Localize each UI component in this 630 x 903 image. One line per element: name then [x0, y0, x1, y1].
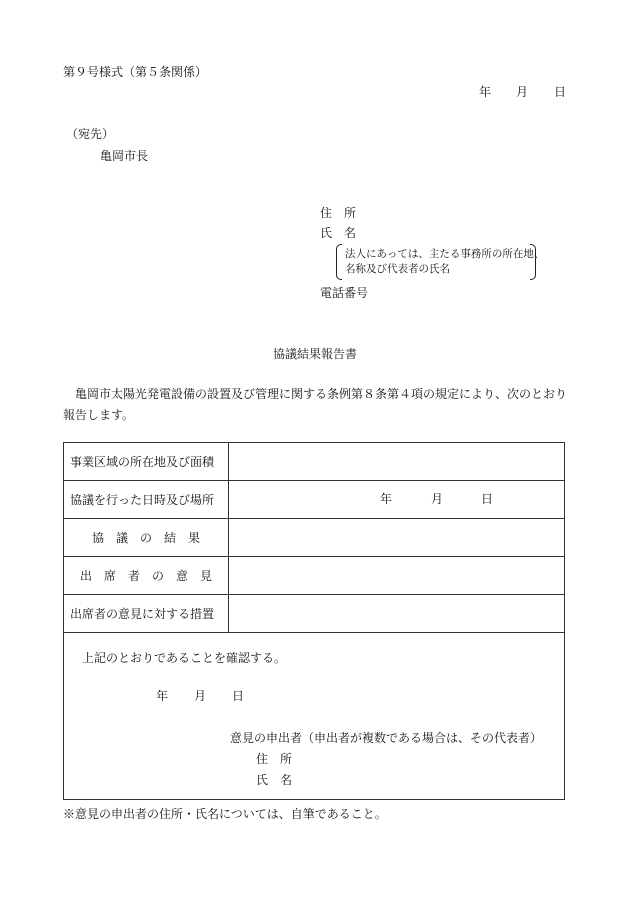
corporate-note [336, 244, 545, 278]
submitter-name-label: 氏 名 [256, 773, 293, 787]
table-row [64, 519, 565, 557]
table-row [64, 595, 565, 633]
confirmation-statement: 上記のとおりであることを確認する。 [82, 651, 287, 665]
date-month-label: 月 [516, 85, 529, 99]
row-label-measures: 出席者の意見に対する措置 [64, 595, 229, 633]
corporate-note-line2: 名称及び代表者の氏名 [345, 263, 450, 275]
table-row [64, 633, 565, 800]
row-label-meeting: 協議を行った日時及び場所 [64, 481, 229, 519]
row-value-meeting[interactable] [229, 481, 565, 519]
row-label-opinion: 出 席 者 の 意 見 [64, 557, 229, 595]
table-row [64, 557, 565, 595]
row-label-result: 協 議 の 結 果 [64, 519, 229, 557]
date-day-label: 日 [554, 85, 567, 99]
applicant-phone-label: 電話番号 [320, 286, 369, 300]
confirmation-day-label: 日 [232, 689, 245, 703]
row-value-measures[interactable] [229, 595, 565, 633]
meeting-day-label: 日 [481, 492, 494, 506]
report-table [63, 442, 565, 800]
document-title: 協議結果報告書 [272, 347, 357, 361]
addressee-name: 亀岡市長 [100, 149, 149, 163]
meeting-month-label: 月 [431, 492, 444, 506]
body-text: 亀岡市太陽光発電設備の設置及び管理に関する条例第８条第４項の規定により、次のとおり報告します。 [63, 387, 568, 422]
submitter-label: 意見の申出者（申出者が複数である場合は、その代表者） [230, 731, 543, 745]
table-row [64, 443, 565, 481]
date-year-label: 年 [479, 85, 492, 99]
row-value-area[interactable] [229, 443, 565, 481]
corporate-note-line1: 法人にあっては、主たる事務所の所在地、 [345, 248, 545, 260]
form-number: 第９号様式（第５条関係） [63, 65, 208, 79]
meeting-year-label: 年 [380, 492, 393, 506]
confirmation-month-label: 月 [194, 689, 207, 703]
submitter-address-label: 住 所 [256, 752, 293, 766]
footnote: ※意見の申出者の住所・氏名については、自筆であること。 [63, 807, 387, 821]
bracket-left [336, 244, 342, 280]
addressee-label: （宛先） [66, 127, 115, 141]
row-value-opinion[interactable] [229, 557, 565, 595]
table-row [64, 481, 565, 519]
row-value-result[interactable] [229, 519, 565, 557]
confirmation-year-label: 年 [156, 689, 169, 703]
applicant-address-label: 住 所 [320, 206, 357, 220]
confirmation-section [64, 633, 565, 800]
bracket-right [530, 244, 536, 280]
row-label-area: 事業区域の所在地及び面積 [64, 443, 229, 481]
applicant-name-label: 氏 名 [320, 226, 357, 240]
